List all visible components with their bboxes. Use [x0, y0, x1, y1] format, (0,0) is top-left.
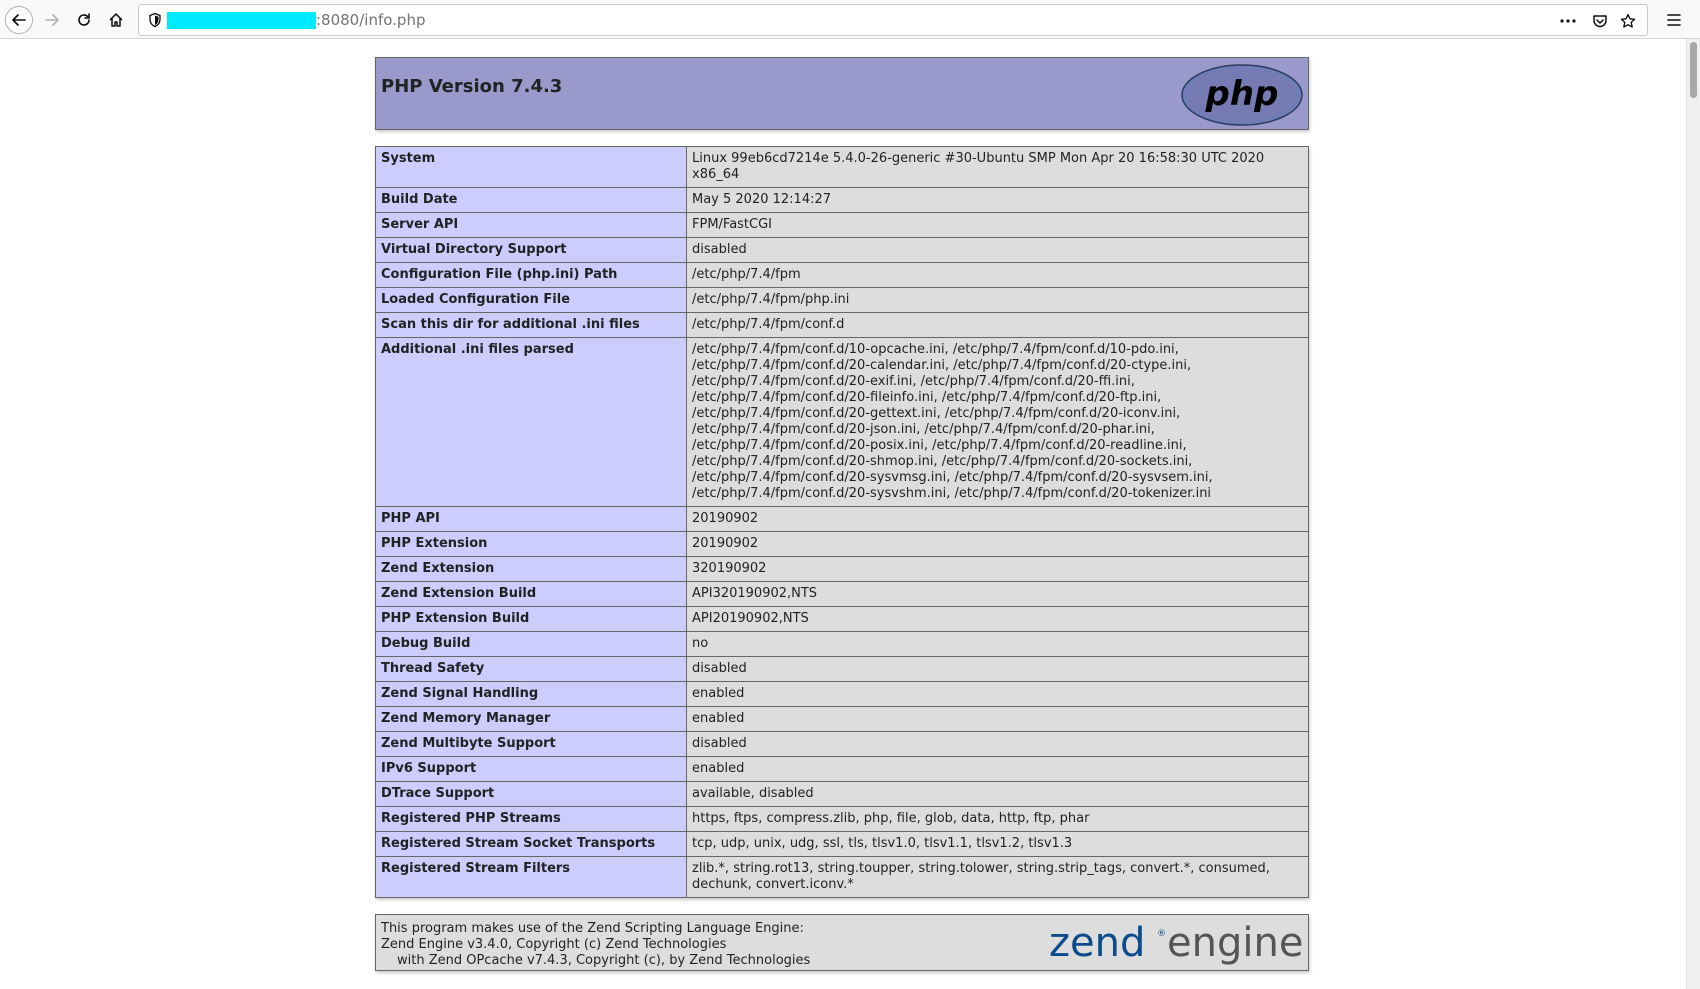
hamburger-menu-icon [1666, 13, 1682, 27]
info-value: /etc/php/7.4/fpm/conf.d [687, 313, 1309, 338]
info-row [376, 607, 1309, 632]
info-value: /etc/php/7.4/fpm [687, 263, 1309, 288]
info-key: Build Date [376, 188, 687, 213]
back-button[interactable] [5, 6, 33, 34]
info-row [376, 147, 1309, 188]
info-row [376, 338, 1309, 507]
info-value: disabled [687, 732, 1309, 757]
info-key: PHP API [376, 507, 687, 532]
php-version-header [375, 57, 1309, 130]
info-row [376, 682, 1309, 707]
info-value: https, ftps, compress.zlib, php, file, glob, data, http, ftp, phar [687, 807, 1309, 832]
menu-button[interactable] [1662, 8, 1686, 32]
info-key: Zend Multibyte Support [376, 732, 687, 757]
info-value: /etc/php/7.4/fpm/conf.d/10-opcache.ini, /etc/php/7.4/fpm/conf.d/10-pdo.ini, /etc/php/7.4/fpm/conf.d/20-calendar.ini, /etc/php/7.4/fpm/conf.d/20-ctype.ini, /etc/php/7.4/fpm/conf.d/20-exif.ini, /etc/php/7.4/fpm/conf.d/20-ffi.ini, /etc/php/7.4/fpm/conf.d/20-fileinfo.ini, /etc/php/7.4/fpm/conf.d/20-ftp.ini, /etc/php/7.4/fpm/conf.d/20-gettext.ini, /etc/php/7.4/fpm/conf.d/20-iconv.ini, /etc/php/7.4/fpm/conf.d/20-json.ini, /etc/php/7.4/fpm/conf.d/20-phar.ini, /etc/php/7.4/fpm/conf.d/20-posix.ini, /etc/php/7.4/fpm/conf.d/20-readline.ini, /etc/php/7.4/fpm/conf.d/20-shmop.ini, /etc/php/7.4/fpm/conf.d/20-sockets.ini, /etc/php/7.4/fpm/conf.d/20-sysvmsg.ini, /etc/php/7.4/fpm/conf.d/20-sysvsem.ini, /etc/php/7.4/fpm/conf.d/20-sysvshm.ini, /etc/php/7.4/fpm/conf.d/20-tokenizer.ini [687, 338, 1309, 507]
info-key: Zend Signal Handling [376, 682, 687, 707]
reload-icon [76, 12, 92, 28]
info-value: /etc/php/7.4/fpm/php.ini [687, 288, 1309, 313]
info-key: PHP Extension Build [376, 607, 687, 632]
forward-button[interactable] [38, 6, 66, 34]
forward-arrow-icon [44, 12, 60, 28]
info-row [376, 582, 1309, 607]
zend-logo-text: zend [1049, 920, 1146, 966]
url-bar[interactable] [138, 4, 1648, 36]
info-row [376, 238, 1309, 263]
info-row [376, 557, 1309, 582]
info-value: 20190902 [687, 507, 1309, 532]
footer-line-1: This program makes use of the Zend Scripting Language Engine: [381, 921, 804, 936]
info-key: Zend Memory Manager [376, 707, 687, 732]
page-title: PHP Version 7.4.3 [381, 76, 563, 97]
info-table [375, 146, 1309, 898]
info-key: Registered Stream Socket Transports [376, 832, 687, 857]
info-row [376, 657, 1309, 682]
pocket-icon [1592, 13, 1608, 29]
info-row [376, 832, 1309, 857]
redacted-host [167, 12, 316, 29]
info-value: no [687, 632, 1309, 657]
bookmark-button[interactable] [1617, 10, 1639, 32]
info-key: PHP Extension [376, 532, 687, 557]
info-key: Thread Safety [376, 657, 687, 682]
browser-toolbar [0, 0, 1700, 39]
reload-button[interactable] [70, 6, 98, 34]
zend-engine-logo[interactable] [1049, 920, 1304, 966]
info-value: disabled [687, 657, 1309, 682]
info-row [376, 507, 1309, 532]
info-key: IPv6 Support [376, 757, 687, 782]
info-value: API20190902,NTS [687, 607, 1309, 632]
scrollbar-thumb[interactable] [1690, 42, 1697, 98]
info-key: Zend Extension [376, 557, 687, 582]
info-value: Linux 99eb6cd7214e 5.4.0-26-generic #30-Ubuntu SMP Mon Apr 20 16:58:30 UTC 2020 x86_64 [687, 147, 1309, 188]
info-row [376, 732, 1309, 757]
home-icon [108, 12, 124, 28]
info-value: 320190902 [687, 557, 1309, 582]
info-row [376, 707, 1309, 732]
info-row [376, 213, 1309, 238]
footer-line-2: Zend Engine v3.4.0, Copyright (c) Zend Technologies [381, 937, 727, 952]
zend-engine-footer [375, 914, 1309, 971]
star-icon [1620, 13, 1636, 29]
info-key: Loaded Configuration File [376, 288, 687, 313]
info-key: Configuration File (php.ini) Path [376, 263, 687, 288]
shield-icon[interactable] [147, 12, 163, 28]
info-key: Virtual Directory Support [376, 238, 687, 263]
info-key: Zend Extension Build [376, 582, 687, 607]
back-arrow-icon [11, 12, 27, 28]
php-logo[interactable] [1180, 63, 1304, 127]
page-actions-button[interactable] [1557, 10, 1579, 32]
info-row [376, 188, 1309, 213]
info-key: Server API [376, 213, 687, 238]
info-value: tcp, udp, unix, udg, ssl, tls, tlsv1.0, tlsv1.1, tlsv1.2, tlsv1.3 [687, 832, 1309, 857]
info-value: enabled [687, 707, 1309, 732]
info-key: System [376, 147, 687, 188]
info-row [376, 807, 1309, 832]
php-logo-text: php [1205, 74, 1279, 114]
info-value: zlib.*, string.rot13, string.toupper, string.tolower, string.strip_tags, convert.*, consumed, dechunk, convert.iconv.* [687, 857, 1309, 898]
pocket-button[interactable] [1589, 10, 1611, 32]
info-row [376, 288, 1309, 313]
info-row [376, 532, 1309, 557]
vertical-scrollbar[interactable] [1686, 39, 1700, 989]
info-row [376, 313, 1309, 338]
info-value: enabled [687, 682, 1309, 707]
phpinfo-page [375, 57, 1309, 971]
url-text[interactable]: :8080/info.php [316, 11, 426, 29]
info-value: disabled [687, 238, 1309, 263]
info-value: FPM/FastCGI [687, 213, 1309, 238]
info-row [376, 757, 1309, 782]
info-key: Additional .ini files parsed [376, 338, 687, 507]
svg-text:®: ® [1157, 929, 1166, 939]
info-key: DTrace Support [376, 782, 687, 807]
info-row [376, 263, 1309, 288]
info-value: enabled [687, 757, 1309, 782]
info-key: Scan this dir for additional .ini files [376, 313, 687, 338]
info-value: available, disabled [687, 782, 1309, 807]
engine-logo-text: engine [1167, 920, 1304, 966]
more-dots-icon [1559, 18, 1577, 24]
home-button[interactable] [102, 6, 130, 34]
info-value: API320190902,NTS [687, 582, 1309, 607]
info-key: Registered Stream Filters [376, 857, 687, 898]
info-row [376, 782, 1309, 807]
info-value: May 5 2020 12:14:27 [687, 188, 1309, 213]
info-row [376, 857, 1309, 898]
info-value: 20190902 [687, 532, 1309, 557]
info-key: Registered PHP Streams [376, 807, 687, 832]
info-row [376, 632, 1309, 657]
footer-line-3: with Zend OPcache v7.4.3, Copyright (c), by Zend Technologies [397, 953, 811, 968]
info-key: Debug Build [376, 632, 687, 657]
